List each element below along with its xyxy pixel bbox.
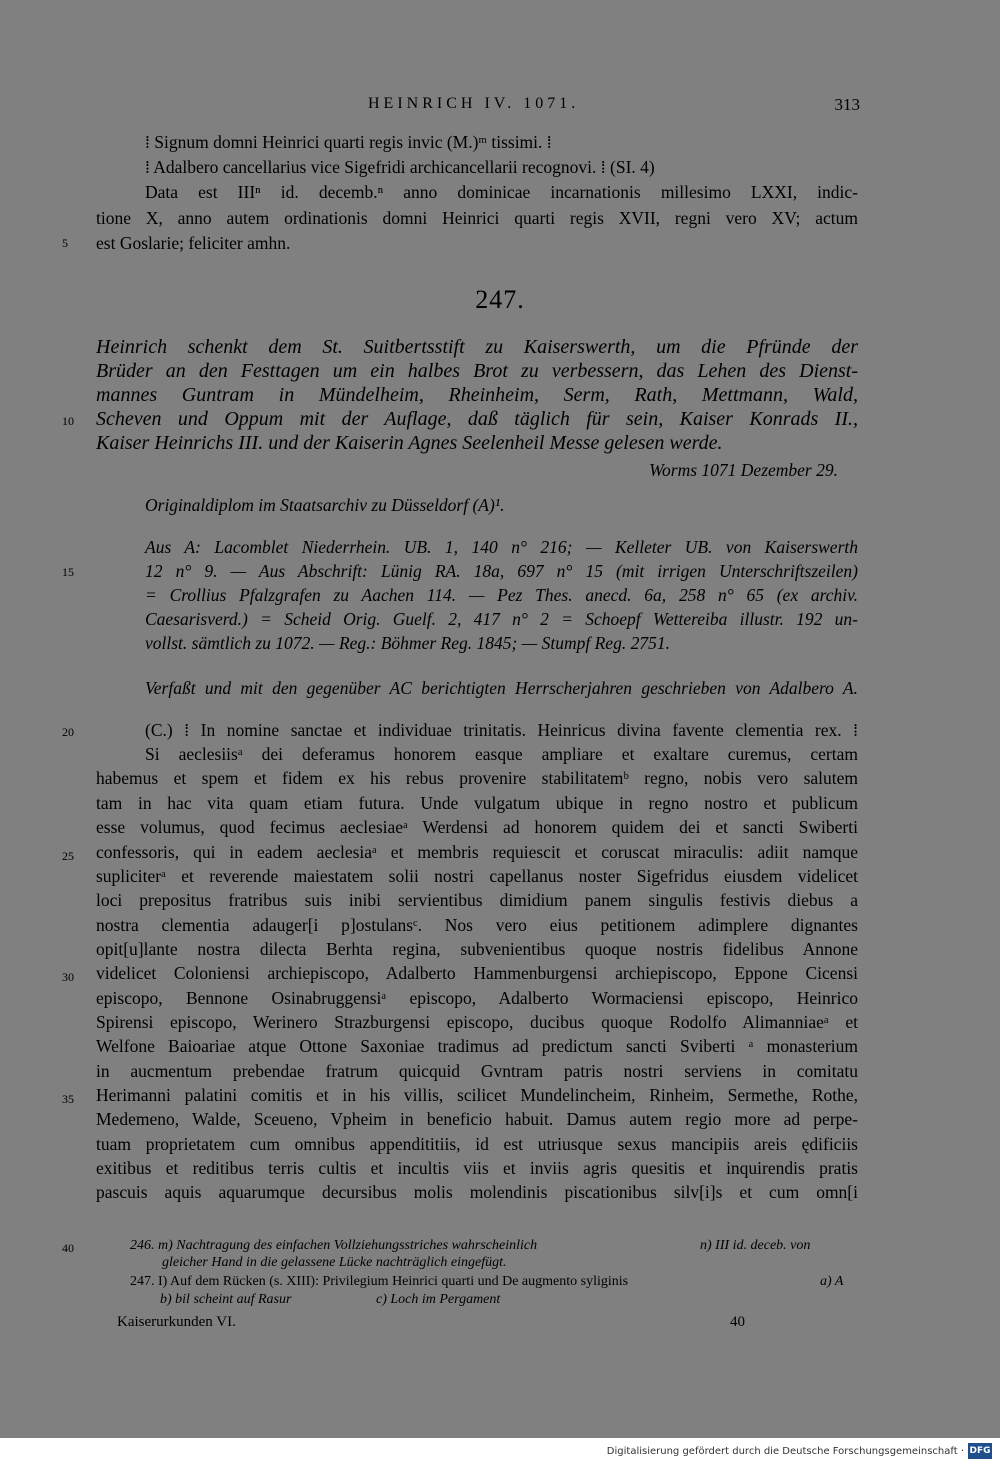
line-number: 25 (62, 849, 74, 863)
text-line: in aucmentum prebendae fratrum quicquid Gvntram patris nostri serviens in comitatu (96, 1061, 858, 1081)
page-number: 313 (834, 95, 860, 114)
text-line: confessoris, qui in eadem aeclesiaᵃ et membris requiescit et coruscat miraculis: adiit namque (96, 842, 858, 862)
footnote-247-1: 247. I) Auf dem Rücken (s. XIII): Privilegium Heinrici quarti und De augmento syliginis (130, 1274, 629, 1289)
running-title: HEINRICH IV. 1071. (368, 95, 580, 112)
text-line: supliciterᵃ et reverende maiestatem solii nostri capellanus noster Sigefridus eiusdem videlicet (96, 866, 858, 886)
date-place: Worms 1071 Dezember 29. (649, 460, 838, 480)
text-line: videlicet Coloniensi archiepiscopo, Adalberto Hammenburgensi archiepiscopo, Eppone Cicensi (96, 963, 858, 983)
line-number: 20 (62, 725, 74, 739)
regest-line: Scheven und Oppum mit der Auflage, daß täglich für sein, Kaiser Konrads II., (96, 408, 858, 430)
footnote-246-n: n) III id. deceb. von (700, 1238, 811, 1253)
editions-line: 12 n° 9. — Aus Abschrift: Lünig RA. 18a, 697 n° 15 (mit irrigen Unterschriftszeilen) (145, 561, 858, 581)
line-number: 15 (62, 565, 74, 579)
text-line: pascuis aquis aquarumque decursibus molis molendinis piscationibus silv[i]s et cum omn[i (96, 1182, 858, 1202)
line-number: 35 (62, 1092, 74, 1106)
dfg-credit: Digitalisierung gefördert durch die Deutsche Forschungsgemeinschaft · (606, 1446, 964, 1457)
editions-line: Caesarisverd.) = Scheid Orig. Guelf. 2, 417 n° 2 = Schoepf Wettereiba illustr. 192 un- (145, 609, 858, 629)
text-line: Medemeno, Walde, Sceueno, Vpheim in beneficio habuit. Damus autem regio more ad perpe- (96, 1109, 858, 1129)
text-line: tam in hac vita quam etiam futura. Unde vulgatum ubique in regno nostro et publicum (96, 793, 858, 813)
text-line: opit[u]lante nostra dilecta Berhta regina, subvenientibus quoque nostris fidelibus Annone (96, 939, 858, 959)
footnote-247-b: b) bil scheint auf Rasur (160, 1292, 292, 1307)
tradition-note: Originaldiplom im Staatsarchiv zu Düsseldorf (A)¹. (145, 495, 505, 515)
regest-line: mannes Guntram in Mündelheim, Rheinheim, Serm, Rath, Mettmann, Wald, (96, 384, 858, 406)
commentary: Verfaßt und mit den gegenüber AC berichtigten Herrscherjahren geschrieben von Adalbero A. (145, 678, 858, 698)
dfg-logo: DFG (968, 1443, 992, 1459)
line-number: 40 (62, 1241, 74, 1255)
line-number: 10 (62, 414, 74, 428)
text-line: esse volumus, quod fecimus aeclesiaeᵃ Werdensi ad honorem quidem dei et sancti Swiberti (96, 817, 858, 837)
editions-line: vollst. sämtlich zu 1072. — Reg.: Böhmer Reg. 1845; — Stumpf Reg. 2751. (145, 633, 670, 653)
footnote-247-c: c) Loch im Pergament (376, 1292, 501, 1307)
line-number: 30 (62, 970, 74, 984)
regest-line: Heinrich schenkt dem St. Suitbertsstift zu Kaiserswerth, um die Pfründe der (96, 336, 858, 358)
text-line: episcopo, Bennone Osinabruggensiᵃ episcopo, Adalberto Wormaciensi episcopo, Heinrico (96, 988, 858, 1008)
prev-doc-line: tione X, anno autem ordinationis domni Heinrici quarti regis XVII, regni vero XV; actum (96, 208, 858, 228)
signature-right: 40 (730, 1314, 745, 1330)
prev-doc-line: ⁞ Adalbero cancellarius vice Sigefridi archicancellarii recognovi. ⁞ (SI. 4) (145, 157, 655, 177)
line-number: 5 (62, 236, 68, 250)
editions-line: Aus A: Lacomblet Niederrhein. UB. 1, 140 n° 216; — Kelleter UB. von Kaiserswerth (145, 537, 858, 557)
signature-left: Kaiserurkunden VI. (117, 1314, 236, 1330)
text-line: Spirensi episcopo, Werinero Strazburgensi episcopo, ducibus quoque Rodolfo Alimanniaeᵃ et (96, 1012, 858, 1032)
prev-doc-line: ⁞ Signum domni Heinrici quarti regis invic (M.)ᵐ tissimi. ⁞ (145, 132, 552, 152)
text-line: Herimanni palatini comitis et in his villis, scilicet Mundelincheim, Rinheim, Sermethe, Rothe, (96, 1085, 858, 1105)
footnote-247-a: a) A (820, 1274, 844, 1289)
text-line: Welfone Baioariae atque Ottone Saxoniae tradimus ad predictum sancti Sviberti ᵃ monasterium (96, 1036, 858, 1056)
text-line: tuam proprietatem cum omnibus appendititiis, id est utriusque sexus mancipiis areis ędificiis (96, 1134, 858, 1154)
text-line: (C.) ⁞ In nomine sanctae et individuae trinitatis. Heinricus divina favente clementia rex. ⁞ (145, 720, 858, 740)
prev-doc-line: Data est IIIⁿ id. decemb.ⁿ anno dominicae incarnationis millesimo LXXI, indic- (145, 182, 858, 202)
document-number: 247. (475, 285, 525, 314)
prev-doc-line: est Goslarie; feliciter amhn. (96, 233, 291, 253)
footnote-246-m: 246. m) Nachtragung des einfachen Vollziehungsstriches wahrscheinlich (130, 1238, 538, 1253)
regest-line: Kaiser Heinrichs III. und der Kaiserin Agnes Seelenheil Messe gelesen werde. (96, 432, 723, 454)
text-line: Si aeclesiisᵃ dei deferamus honorem easque ampliare et exaltare curemus, certam (145, 744, 858, 764)
editions-line: = Crollius Pfalzgrafen zu Aachen 114. — Pez Thes. anecd. 6a, 258 n° 65 (ex archiv. (145, 585, 858, 605)
text-line: habemus et spem et fidem ex his rebus provenire stabilitatemᵇ regno, nobis vero salutem (96, 768, 858, 788)
text-line: nostra clementia adauger[i p]ostulansᶜ. Nos vero eius petitionem adimplere dignantes (96, 915, 858, 935)
footnote-246-cont: gleicher Hand in die gelassene Lücke nachträglich eingefügt. (162, 1255, 507, 1270)
regest-line: Brüder an den Festtagen um ein halbes Brot zu verbessern, das Lehen des Dienst- (96, 360, 858, 382)
text-line: exitibus et reditibus terris cultis et incultis viis et inviis agris quesitis et inquirendis pratis (96, 1158, 858, 1178)
text-line: loci prepositus fratribus suis inibi servientibus dimidium panem singulis festivis diebus a (96, 890, 858, 910)
